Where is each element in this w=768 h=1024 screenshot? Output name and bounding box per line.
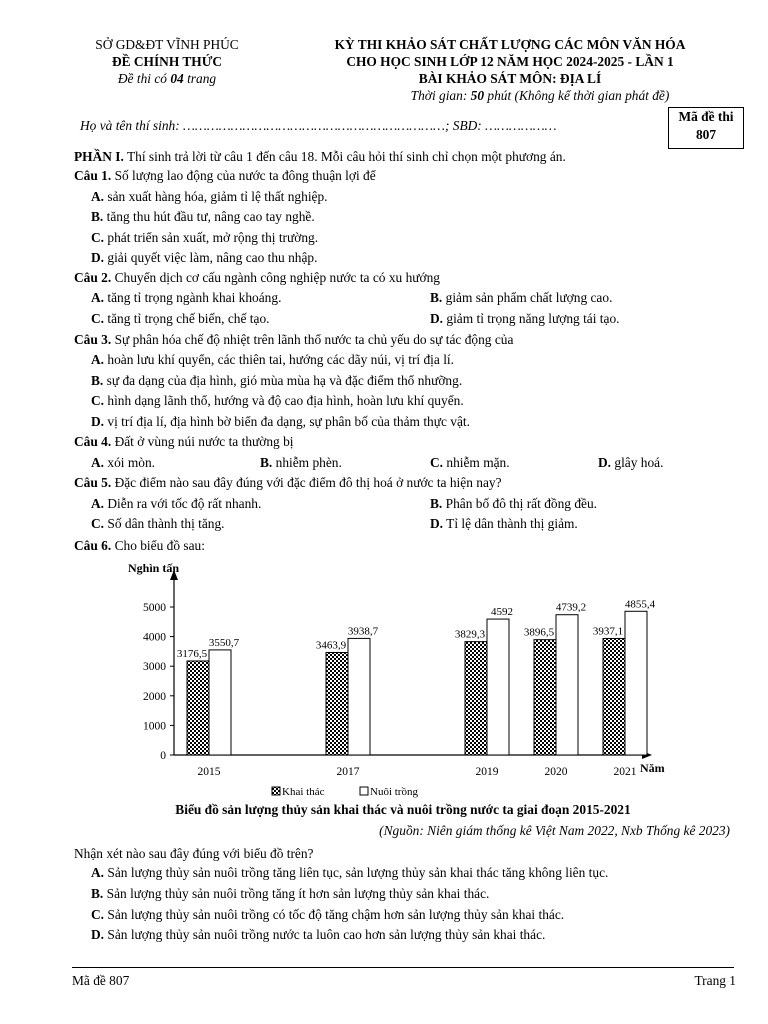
option-text: Sản lượng thủy sản nuôi trồng có tốc độ tăng chậm hơn sản lượng thủy sản khai thác.	[104, 907, 565, 922]
x-axis-label: Năm	[640, 761, 665, 775]
part1-label: PHẦN I.	[74, 149, 124, 164]
option-letter: B.	[91, 209, 104, 224]
footer-page-number: Trang 1	[694, 973, 736, 988]
x-tick-label: 2019	[475, 766, 499, 778]
option-text: Tỉ lệ dân thành thị giảm.	[443, 516, 578, 531]
option-letter: B.	[260, 455, 273, 470]
legend-label: Khai thác	[282, 786, 325, 798]
bar-value-label: 3463,9	[315, 639, 347, 652]
bar-value-label: 3938,7	[347, 625, 379, 638]
option-text: giảm tỉ trọng năng lượng tái tạo.	[443, 311, 620, 326]
chart-caption: Biểu đồ sản lượng thủy sản khai thác và nuôi trồng nước ta giai đoạn 2015-2021	[175, 802, 631, 817]
y-tick-label: 1000	[143, 720, 166, 733]
question-number: Câu 5.	[74, 475, 112, 490]
option-text: sự đa dạng của địa hình, gió mùa mùa hạ và đặc điểm thổ nhưỡng.	[103, 373, 463, 388]
x-tick-label: 2020	[544, 766, 568, 778]
option-letter: D.	[91, 250, 105, 265]
official-label: ĐỀ CHÍNH THỨC	[111, 54, 223, 69]
page-count-suffix: trang	[183, 71, 217, 86]
option-text: vị trí địa lí, địa hình bờ biển đa dạng, sự phân bố của thảm thực vật.	[104, 414, 470, 429]
bar-value-label: 4739,2	[555, 601, 587, 614]
option-text: giải quyết việc làm, nâng cao thu nhập.	[104, 250, 318, 265]
y-tick-label: 5000	[143, 602, 166, 614]
option-text: tăng thu hút đầu tư, nâng cao tay nghề.	[103, 209, 315, 224]
bar-value-label: 3176,5	[176, 647, 208, 660]
option-letter: B.	[91, 373, 104, 388]
bar-value-label: 4592	[491, 606, 513, 619]
question-number: Câu 2.	[74, 270, 112, 285]
part1-instructions: Thí sinh trả lời từ câu 1 đến câu 18. Mỗi câu hỏi thí sinh chỉ chọn một phương án.	[123, 149, 566, 164]
y-axis-label: Nghìn tấn	[128, 561, 180, 575]
option-letter: C.	[91, 393, 105, 408]
option-text: glây hoá.	[611, 455, 664, 470]
option-text: sản xuất hàng hóa, giảm tỉ lệ thất nghiệp.	[104, 189, 328, 204]
legend-swatch-khai-thac	[272, 787, 280, 795]
option-letter: A.	[91, 290, 105, 305]
option-letter: D.	[91, 927, 105, 942]
option-text: nhiễm phèn.	[272, 455, 342, 470]
q6-option-d[interactable]	[91, 925, 545, 945]
y-tick-label: 3000	[143, 661, 166, 674]
option-letter: B.	[91, 886, 104, 901]
exam-title-line2: CHO HỌC SINH LỚP 12 NĂM HỌC 2024-2025 - LẦN 1	[346, 54, 674, 69]
bar-nuoi-trong	[625, 611, 647, 755]
option-text: xói mòn.	[104, 455, 155, 470]
time-prefix: Thời gian:	[410, 88, 471, 103]
chart-source: (Nguồn: Niên giám thống kê Việt Nam 2022, Nxb Thống kê 2023)	[379, 823, 730, 838]
option-letter: D.	[91, 414, 105, 429]
option-letter: A.	[91, 865, 105, 880]
q6-option-c[interactable]	[91, 905, 564, 925]
bar-nuoi-trong	[209, 650, 231, 755]
option-letter: D.	[598, 455, 612, 470]
option-text: Sản lượng thủy sản nuôi trồng tăng ít hơn sản lượng thủy sản khai thác.	[103, 886, 490, 901]
option-text: nhiễm mặn.	[443, 455, 510, 470]
bar-value-label: 4855,4	[624, 598, 656, 611]
legend-swatch-nuoi-trong	[360, 787, 368, 795]
legend-label: Nuôi trồng	[370, 786, 418, 798]
option-letter: C.	[91, 516, 105, 531]
bar-value-label: 3550,7	[208, 636, 240, 649]
question-text: Chuyển dịch cơ cấu ngành công nghiệp nước ta có xu hướng	[111, 270, 441, 285]
page-count-prefix: Đề thi có	[117, 71, 171, 86]
question-text: Sự phân hóa chế độ nhiệt trên lãnh thổ nước ta chủ yếu do sự tác động của	[111, 332, 514, 347]
question-text: Đặc điểm nào sau đây đúng với đặc điểm đô thị hoá ở nước ta hiện nay?	[111, 475, 502, 490]
question-text: Số lượng lao động của nước ta đông thuận lợi để	[111, 168, 376, 183]
question-number: Câu 4.	[74, 434, 112, 449]
question-number: Câu 1.	[74, 168, 112, 183]
bar-nuoi-trong	[348, 638, 370, 755]
option-text: giảm sản phẩm chất lượng cao.	[442, 290, 613, 305]
y-tick-label: 0	[160, 750, 166, 762]
option-letter: B.	[430, 496, 443, 511]
option-letter: D.	[430, 516, 444, 531]
question-number: Câu 3.	[74, 332, 112, 347]
time-suffix: phút (Không kể thời gian phát đề)	[484, 88, 670, 103]
option-text: Sản lượng thủy sản nuôi trồng tăng liên tục, sản lượng thủy sản khai thác tăng không liên tục.	[104, 865, 609, 880]
option-letter: C.	[430, 455, 444, 470]
y-tick-label: 4000	[143, 631, 166, 644]
option-letter: C.	[91, 311, 105, 326]
x-tick-label: 2015	[197, 766, 221, 778]
option-text: phát triển sản xuất, mở rộng thị trường.	[104, 230, 319, 245]
option-text: Phân bố đô thị rất đồng đều.	[442, 496, 597, 511]
exam-code-label: Mã đề thi	[678, 109, 734, 124]
footer-rule	[72, 967, 734, 968]
bar-nuoi-trong	[487, 619, 509, 755]
option-text: Số dân thành thị tăng.	[104, 516, 225, 531]
subject-title: BÀI KHẢO SÁT MÔN: ĐỊA LÍ	[418, 71, 602, 86]
q6-option-a[interactable]	[91, 863, 608, 883]
time-number: 50	[470, 88, 485, 103]
bar-khai-thac	[465, 642, 487, 755]
x-tick-label: 2021	[613, 766, 637, 778]
option-letter: D.	[430, 311, 444, 326]
bar-value-label: 3937,1	[592, 625, 624, 638]
option-text: tăng tỉ trọng chế biến, chế tạo.	[104, 311, 270, 326]
option-letter: C.	[91, 907, 105, 922]
option-letter: B.	[430, 290, 443, 305]
option-text: hoàn lưu khí quyển, các thiên tai, hướng các dãy núi, vị trí địa lí.	[104, 352, 454, 367]
student-info-line: Họ và tên thí sinh: …………………………………………………………; SBD: ………………	[80, 118, 557, 133]
question-number: Câu 6.	[74, 538, 112, 553]
footer-exam-code: Mã đề 807	[72, 973, 130, 988]
option-letter: A.	[91, 352, 105, 367]
exam-code-value: 807	[695, 127, 717, 142]
option-letter: C.	[91, 230, 105, 245]
option-text: tăng tỉ trọng ngành khai khoáng.	[104, 290, 282, 305]
bar-khai-thac	[326, 652, 348, 755]
bar-khai-thac	[534, 640, 556, 755]
option-letter: A.	[91, 189, 105, 204]
bar-value-label: 3896,5	[523, 626, 555, 639]
question-text: Cho biểu đồ sau:	[111, 538, 205, 553]
option-text: hình dạng lãnh thổ, hướng và độ cao địa hình, hoàn lưu khí quyển.	[104, 393, 464, 408]
bar-value-label: 3829,3	[454, 628, 486, 641]
bar-khai-thac	[603, 638, 625, 755]
bar-khai-thac	[187, 661, 209, 755]
page-count-number: 04	[170, 71, 184, 86]
option-text: Sản lượng thủy sản nuôi trồng nước ta luôn cao hơn sản lượng thủy sản khai thác.	[104, 927, 546, 942]
option-letter: A.	[91, 496, 105, 511]
option-letter: A.	[91, 455, 105, 470]
exam-title-line1: KỲ THI KHẢO SÁT CHẤT LƯỢNG CÁC MÔN VĂN HÓA	[334, 37, 686, 52]
question-6-prompt: Nhận xét nào sau đây đúng với biểu đồ trên?	[74, 846, 314, 861]
question-text: Đất ở vùng núi nước ta thường bị	[111, 434, 294, 449]
x-tick-label: 2017	[336, 766, 360, 778]
bar-nuoi-trong	[556, 615, 578, 755]
department-name: SỞ GD&ĐT VĨNH PHÚC	[95, 37, 239, 52]
q6-option-b[interactable]	[91, 884, 489, 904]
y-tick-label: 2000	[143, 690, 166, 703]
option-text: Diễn ra với tốc độ rất nhanh.	[104, 496, 262, 511]
